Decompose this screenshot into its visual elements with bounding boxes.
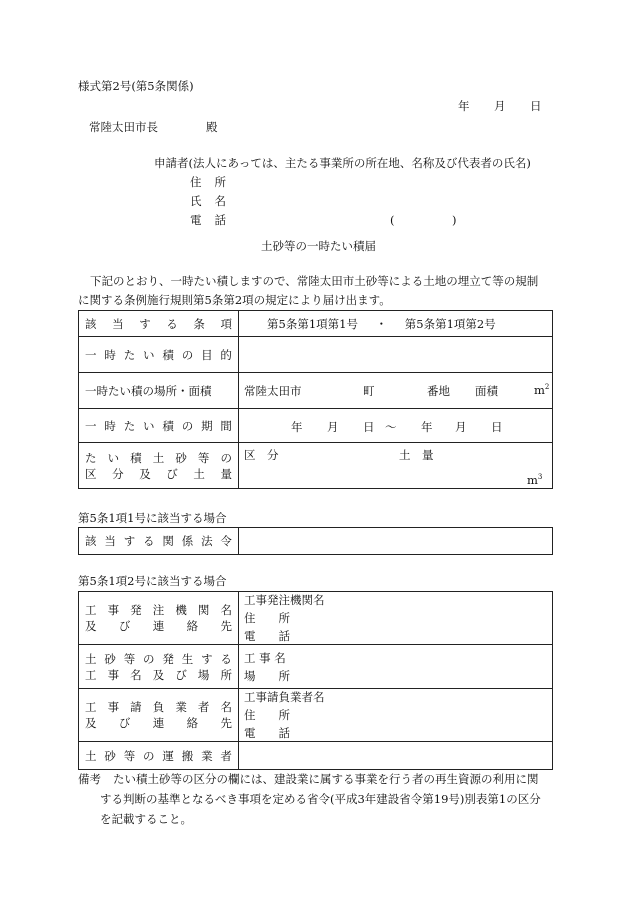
soil-category-label: 区 分 xyxy=(244,448,279,462)
table-row xyxy=(79,311,553,337)
ordering-agency-field[interactable] xyxy=(239,592,553,645)
period-field[interactable] xyxy=(239,409,553,443)
remarks-label: 備考 xyxy=(78,772,101,786)
phone-paren-open: ( xyxy=(390,213,395,227)
contractor-field[interactable] xyxy=(239,689,553,742)
section2-table xyxy=(78,591,553,770)
period-start-month: 月 xyxy=(327,420,339,434)
location-lot: 番地 xyxy=(427,384,450,398)
clause-separator: ・ xyxy=(375,316,388,331)
clause-option-a[interactable]: 第5条第1項第1号 xyxy=(267,316,358,331)
ordering-agency-name: 工事発注機関名 xyxy=(244,593,325,607)
soil-category-volume-label: た い 積 土 砂 等 の 区 分 及 び 土 量 xyxy=(79,443,239,489)
section1-table xyxy=(78,527,553,555)
applicable-clause-field[interactable] xyxy=(239,311,553,337)
related-laws-label: 該 当 す る 関 係 法 令 xyxy=(79,528,239,555)
table-row xyxy=(79,373,553,409)
source-work-label: 土 砂 等 の 発 生 す る 工 事 名 及 び 場 所 xyxy=(79,645,239,689)
purpose-label: 一 時 た い 積 の 目 的 xyxy=(79,337,239,373)
ordering-agency-phone: 電 話 xyxy=(244,629,290,643)
period-start-day: 日 xyxy=(363,420,375,434)
purpose-field[interactable] xyxy=(239,337,553,373)
table-row xyxy=(79,742,553,770)
soil-volume-label: 土 量 xyxy=(399,448,434,462)
area-unit: $m^2$ xyxy=(534,383,550,397)
location-area-label: 一時たい積の場所・面積 xyxy=(79,373,239,409)
source-work-field[interactable] xyxy=(239,645,553,689)
contractor-address: 住 所 xyxy=(244,708,290,722)
remarks-line-3: を記載すること。 xyxy=(100,812,192,826)
date-day-label: 日 xyxy=(530,99,542,113)
period-tilde: 〜 xyxy=(385,420,397,434)
period-end-year: 年 xyxy=(421,420,433,434)
table-row xyxy=(79,592,553,645)
date-year-label: 年 xyxy=(458,99,470,113)
clause-option-b[interactable]: 第5条第1項第2号 xyxy=(404,316,496,331)
addressee: 常陸太田市長 xyxy=(89,120,158,134)
soil-category-volume-field[interactable] xyxy=(239,443,553,489)
period-end-month: 月 xyxy=(455,420,467,434)
section1-heading: 第5条1項1号に該当する場合 xyxy=(78,511,227,525)
location-city: 常陸太田市 xyxy=(244,383,302,398)
contractor-name: 工事請負業者名 xyxy=(244,690,325,704)
ordering-agency-label: 工 事 発 注 機 関 名 及 び 連 絡 先 xyxy=(79,592,239,645)
table-row xyxy=(79,337,553,373)
main-table xyxy=(78,310,553,489)
table-row xyxy=(79,528,553,555)
applicable-clause-label: 該 当 す る 条 項 xyxy=(79,311,239,337)
remarks-line-2: する判断の基準となるべき事項を定める省令(平成3年建設省令第19号)別表第1の区分 xyxy=(100,792,541,806)
document-title: 土砂等の一時たい積届 xyxy=(261,239,376,253)
table-row xyxy=(79,409,553,443)
form-number: 様式第2号(第5条関係) xyxy=(78,79,194,93)
transporter-field[interactable] xyxy=(239,742,553,770)
intro-line-1: 下記のとおり、一時たい積しますので、常陸太田市土砂等による土地の埋立て等の規制 xyxy=(90,274,539,288)
table-row xyxy=(79,645,553,689)
address-label: 住 所 xyxy=(190,175,226,189)
ordering-agency-address: 住 所 xyxy=(244,611,290,625)
soil-volume-unit: $m^3$ xyxy=(527,473,543,487)
location-area-field[interactable] xyxy=(239,373,553,409)
transporter-label: 土 砂 等 の 運 搬 業 者 xyxy=(79,742,239,770)
phone-label: 電 話 xyxy=(190,213,226,227)
section2-heading: 第5条1項2号に該当する場合 xyxy=(78,574,227,588)
period-start-year: 年 xyxy=(291,420,303,434)
intro-line-2: に関する条例施行規則第5条第2項の規定により届け出ます。 xyxy=(78,293,391,307)
phone-paren-close: ) xyxy=(452,213,457,227)
period-label: 一 時 た い 積 の 期 間 xyxy=(79,409,239,443)
work-location: 場 所 xyxy=(244,668,290,683)
contractor-label: 工 事 請 負 業 者 名 及 び 連 絡 先 xyxy=(79,689,239,742)
related-laws-field[interactable] xyxy=(239,528,553,555)
remarks-line-1: たい積土砂等の区分の欄には、建設業に属する事業を行う者の再生資源の利用に関 xyxy=(113,772,539,786)
work-name: 工 事 名 xyxy=(244,650,286,665)
honorific: 殿 xyxy=(206,120,218,134)
period-end-day: 日 xyxy=(491,420,503,434)
table-row xyxy=(79,443,553,489)
date-month-label: 月 xyxy=(494,99,506,113)
location-town: 町 xyxy=(363,384,375,398)
table-row xyxy=(79,689,553,742)
applicant-label: 申請者(法人にあっては、主たる事業所の所在地、名称及び代表者の氏名) xyxy=(154,156,531,170)
contractor-phone: 電 話 xyxy=(244,726,290,740)
area-label: 面積 xyxy=(475,384,498,398)
name-label: 氏 名 xyxy=(190,194,226,208)
